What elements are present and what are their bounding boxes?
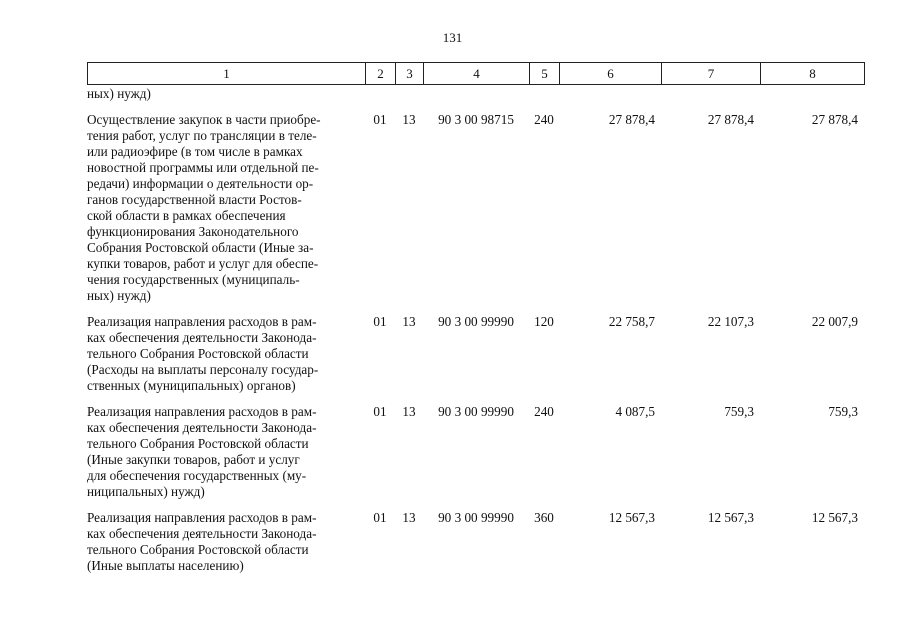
header-col-2: 2 (366, 63, 396, 85)
header-col-5: 5 (530, 63, 560, 85)
row-expense-type: 240 (534, 404, 554, 419)
continuation-row (87, 86, 864, 102)
row-value-2: 27 878,4 (707, 112, 754, 127)
header-col-7: 7 (662, 63, 761, 85)
table-row (87, 314, 864, 394)
row-value-3: 12 567,3 (811, 510, 858, 525)
row-value-3: 759,3 (828, 404, 858, 419)
row-subsection: 13 (402, 112, 416, 127)
row-value-1: 27 878,4 (608, 112, 655, 127)
row-value-2: 22 107,3 (707, 314, 754, 329)
row-target-code: 90 3 00 99990 (438, 314, 514, 329)
row-section: 01 (373, 510, 387, 525)
continuation-text: ных) нужд) (87, 86, 151, 101)
row-expense-type: 120 (534, 314, 554, 329)
row-value-2: 759,3 (724, 404, 754, 419)
row-section: 01 (373, 112, 387, 127)
row-description: Осуществление закупок в части приобре- тения работ, услуг по трансляции в теле- или радиоэфире (в том числе в рамках новостной программы или отдельной пе- редачи) информации о деятельности ор- ганов государственной власти Ростов- ской области в рамках обеспечения функционирования Законодательного Собрания Ростовской области (Иные за- купки товаров, работ и услуг для обеспе- чения государственных (муниципаль- ных) нужд) (87, 112, 321, 303)
row-value-2: 12 567,3 (707, 510, 754, 525)
header-col-6: 6 (560, 63, 662, 85)
budget-table (87, 86, 864, 574)
row-value-3: 22 007,9 (811, 314, 858, 329)
row-target-code: 90 3 00 99990 (438, 510, 514, 525)
table-row (87, 112, 864, 304)
row-value-1: 22 758,7 (608, 314, 655, 329)
header-col-4: 4 (424, 63, 530, 85)
header-col-8: 8 (761, 63, 865, 85)
row-subsection: 13 (402, 510, 416, 525)
row-target-code: 90 3 00 98715 (438, 112, 514, 127)
row-expense-type: 360 (534, 510, 554, 525)
row-description: Реализация направления расходов в рам- ках обеспечения деятельности Законода- тельного Собрания Ростовской области (Иные закупки товаров, работ и услуг для обеспечения государственных (му- ниципальных) нужд) (87, 404, 317, 499)
table-row (87, 404, 864, 500)
row-subsection: 13 (402, 314, 416, 329)
row-value-1: 12 567,3 (608, 510, 655, 525)
table-row (87, 510, 864, 574)
row-section: 01 (373, 314, 387, 329)
page-number: 131 (442, 30, 463, 45)
row-target-code: 90 3 00 99990 (438, 404, 514, 419)
header-col-3: 3 (396, 63, 424, 85)
row-value-3: 27 878,4 (811, 112, 858, 127)
row-description: Реализация направления расходов в рам- ках обеспечения деятельности Законода- тельного Собрания Ростовской области (Иные выплаты населению) (87, 510, 317, 573)
row-section: 01 (373, 404, 387, 419)
header-col-1: 1 (88, 63, 366, 85)
row-value-1: 4 087,5 (615, 404, 655, 419)
row-description: Реализация направления расходов в рам- ках обеспечения деятельности Законода- тельного Собрания Ростовской области (Расходы на выплаты персоналу государ- ственных (муниципальных) органов) (87, 314, 319, 393)
row-expense-type: 240 (534, 112, 554, 127)
table-header (87, 62, 865, 85)
row-subsection: 13 (402, 404, 416, 419)
